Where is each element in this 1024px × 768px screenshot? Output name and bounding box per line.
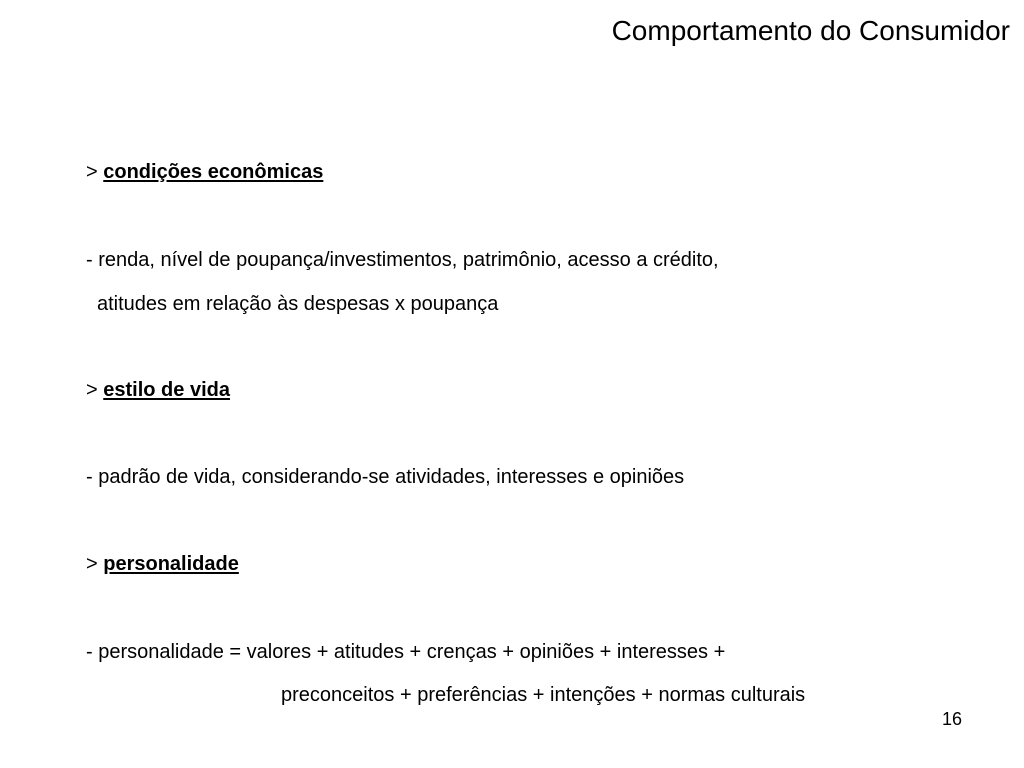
section-marker: > xyxy=(86,379,104,401)
section-marker: > xyxy=(86,161,104,183)
section-marker: > xyxy=(86,553,104,575)
section-heading-personality xyxy=(86,552,239,576)
section-heading-text: personalidade xyxy=(103,553,239,575)
section-heading-economic-conditions xyxy=(86,160,323,184)
economic-conditions-line-1: - renda, nível de poupança/investimentos, patrimônio, acesso a crédito, xyxy=(86,249,719,271)
economic-conditions-line-2: atitudes em relação às despesas x poupança xyxy=(97,293,499,315)
section-heading-text: condições econômicas xyxy=(103,161,324,183)
personality-line-2: preconceitos + preferências + intenções + normas culturais xyxy=(281,684,806,706)
section-heading-text: estilo de vida xyxy=(103,379,230,401)
section-heading-lifestyle xyxy=(86,378,230,402)
slide-title: Comportamento do Consumidor xyxy=(611,15,1010,46)
page-number: 16 xyxy=(941,709,962,729)
lifestyle-line-1: - padrão de vida, considerando-se atividades, interesses e opiniões xyxy=(86,466,685,488)
personality-line-1: - personalidade = valores + atitudes + crenças + opiniões + interesses + xyxy=(86,641,726,663)
